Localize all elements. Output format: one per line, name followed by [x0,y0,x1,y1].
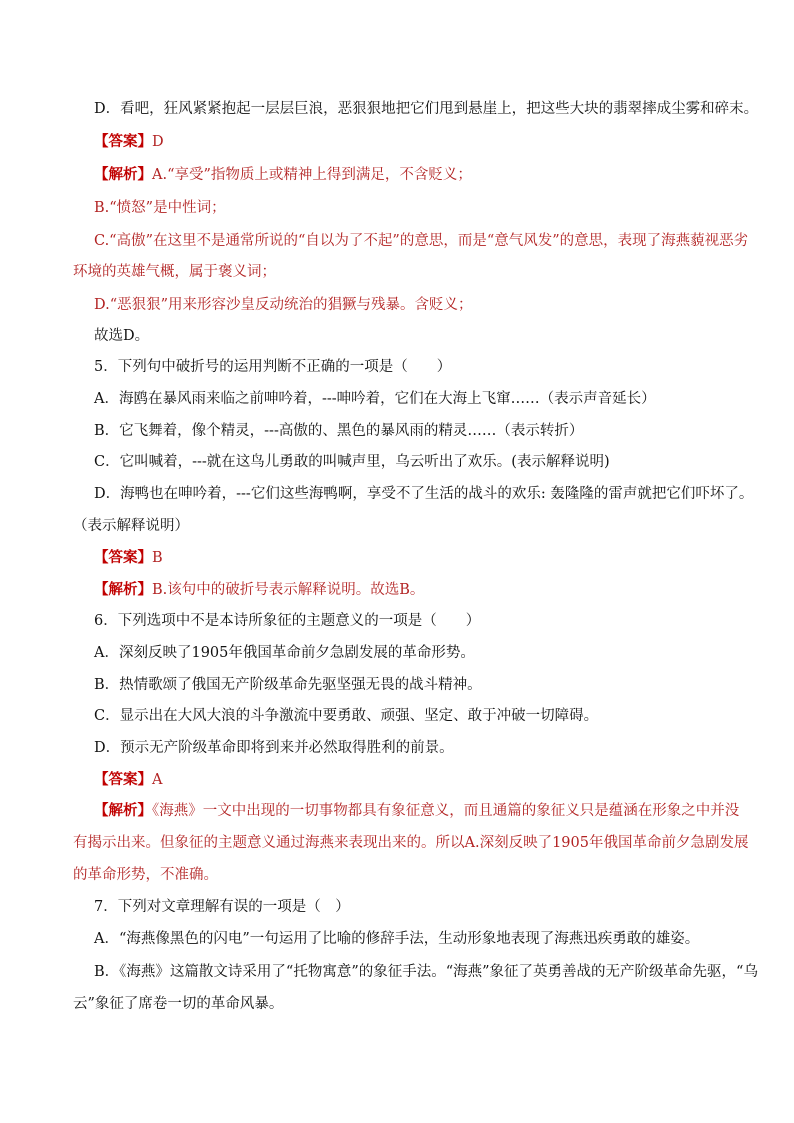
analysis-line [94,580,424,600]
answer-value: A [152,772,163,788]
analysis-tag: 【解析】 [94,166,152,183]
answer-line [94,132,164,152]
analysis-conclusion: 故选D。 [94,328,150,344]
answer-line [94,770,162,790]
analysis-text: D.“恶狠狠”用来形容沙皇反动统治的猖獗与残暴。含贬义； [94,297,473,313]
q5-option-d-cont: （表示解释说明） [73,518,189,534]
analysis-text: 有揭示出来。但象征的主题意义通过海燕来表现出来的。所以A.深刻反映了1905年俄国革命前夕急剧发展 [73,835,749,851]
q6-option-c: C．显示出在大风大浪的斗争激流中要勇敢、顽强、坚定、敢于冲破一切障碍。 [94,708,599,724]
answer-line [94,548,163,568]
q6-option-a: A．深刻反映了1905年俄国革命前夕急剧发展的革命形势。 [94,645,475,661]
analysis-line [94,801,739,821]
analysis-tag: 【解析】 [94,802,152,819]
analysis-line [94,165,472,185]
question-6: 6．下列选项中不是本诗所象征的主题意义的一项是（ ） [94,613,481,629]
q6-option-d: D．预示无产阶级革命即将到来并必然取得胜利的前景。 [94,740,454,756]
answer-value: B [152,550,163,566]
option-d-line: D．看吧，狂风紧紧抱起一层层巨浪，恶狠狠地把它们甩到悬崖上，把这些大块的翡翠摔成尘雾和碎末。 [94,101,759,117]
answer-value: D [152,134,164,150]
q7-option-b: B．《海燕》这篇散文诗采用了“托物寓意”的象征手法。“海燕”象征了英勇善战的无产阶级革命先驱，“乌 [94,964,758,980]
answer-tag: 【答案】 [94,771,152,788]
analysis-text: A.“享受”指物质上或精神上得到满足，不含贬义； [152,167,472,183]
q7-option-b-cont: 云”象征了席卷一切的革命风暴。 [73,996,284,1012]
analysis-text: B.“愤怒”是中性词； [94,200,226,216]
q5-option-c: C．它叫喊着，---就在这鸟儿勇敢的叫喊声里，乌云听出了欢乐。(表示解释说明) [94,454,610,470]
analysis-tag: 【解析】 [94,581,152,598]
question-7: 7．下列对文章理解有误的一项是（ ） [94,899,350,915]
analysis-text: 《海燕》一文中出现的一切事物都具有象征意义，而且通篇的象征义只是蕴涵在形象之中并没 [152,803,740,819]
q7-option-a: A．“海燕像黑色的闪电”一句运用了比喻的修辞手法，生动形象地表现了海燕迅疾勇敢的雄姿。 [94,931,700,947]
q5-option-b: B．它飞舞着，像个精灵，---高傲的、黑色的暴风雨的精灵……（表示转折） [94,423,584,439]
q5-option-a: A．海鸥在暴风雨来临之前呻吟着，---呻吟着，它们在大海上飞窜……（表示声音延长） [94,391,656,407]
analysis-text: 环境的英雄气概，属于褒义词； [73,264,276,280]
q5-option-d: D．海鸭也在呻吟着，---它们这些海鸭啊，享受不了生活的战斗的欢乐: 轰隆隆的雷声就把它们吓坏了。 [94,486,754,502]
question-5: 5．下列句中破折号的运用判断不正确的一项是（ ） [94,359,452,375]
q6-option-b: B．热情歌颂了俄国无产阶级革命先驱坚强无畏的战斗精神。 [94,677,482,693]
answer-tag: 【答案】 [94,133,152,150]
analysis-text: 的革命形势，不准确。 [73,867,218,883]
answer-tag: 【答案】 [94,549,152,566]
analysis-text: C.“高傲”在这里不是通常所说的“自以为了不起”的意思，而是“意气风发”的意思，表现了海燕藐视恶劣 [94,233,749,249]
analysis-text: B.该句中的破折号表示解释说明。故选B。 [152,582,425,598]
